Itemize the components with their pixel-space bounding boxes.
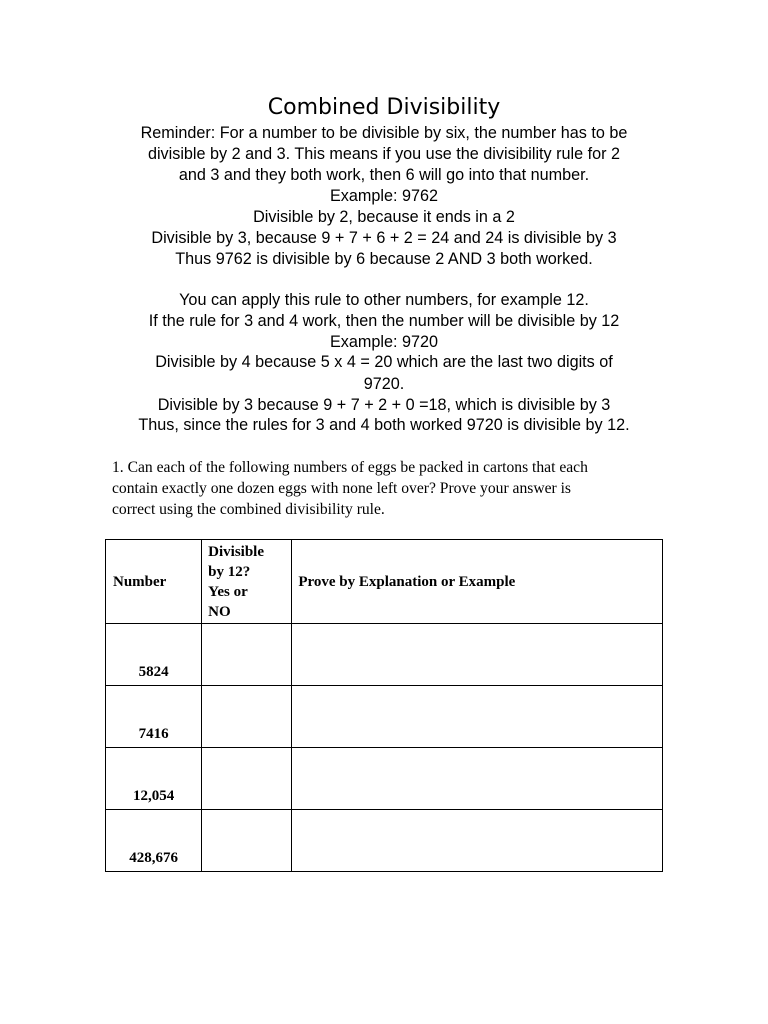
prove-answer-cell[interactable] [292,686,663,748]
intro-line: Example: 9762 [330,187,438,205]
header-divisible-line: NO [208,603,231,620]
divisible-answer-cell[interactable] [202,748,292,810]
intro-line: divisible by 2 and 3. This means if you use the divisibility rule for 2 [147,145,621,163]
header-number: Number [106,540,202,624]
divisible-answer-cell[interactable] [202,810,292,872]
intro-line: Divisible by 3 because 9 + 7 + 2 + 0 =18, which is divisible by 3 [157,396,611,414]
header-divisible-line: Divisible [208,543,265,560]
intro-line: If the rule for 3 and 4 work, then the number will be divisible by 12 [148,312,620,330]
number-cell: 7416 [106,686,202,748]
eggs-table [105,539,663,872]
table-row [106,624,663,686]
prove-answer-cell[interactable] [292,810,663,872]
header-divisible-line: by 12? [208,563,251,580]
intro-line: Example: 9720 [330,333,438,351]
question-line: contain exactly one dozen eggs with none left over? Prove your answer is [112,480,572,497]
question-text [112,457,672,520]
number-cell: 428,676 [106,810,202,872]
header-divisible-line: Yes or [208,583,248,600]
intro-line: Thus 9762 is divisible by 6 because 2 AND 3 both worked. [175,250,593,268]
intro-line: Divisible by 4 because 5 x 4 = 20 which are the last two digits of [155,353,613,371]
question-line: correct using the combined divisibility rule. [112,501,385,518]
number-cell: 5824 [106,624,202,686]
header-divisible [202,540,292,624]
intro-line: You can apply this rule to other numbers, for example 12. [179,291,589,309]
intro-line: Divisible by 3, because 9 + 7 + 6 + 2 = 24 and 24 is divisible by 3 [151,229,617,247]
table-row [106,686,663,748]
page-title: Combined Divisibility [267,95,501,120]
intro-line: and 3 and they both work, then 6 will go into that number. [178,166,590,184]
intro-line: Reminder: For a number to be divisible by six, the number has to be [140,124,628,142]
intro-line: Divisible by 2, because it ends in a 2 [253,208,515,226]
table-row [106,810,663,872]
prove-answer-cell[interactable] [292,748,663,810]
number-cell: 12,054 [106,748,202,810]
divisible-answer-cell[interactable] [202,624,292,686]
table-header-row [106,540,663,624]
intro-line: 9720. [363,375,405,393]
question-line: 1. Can each of the following numbers of eggs be packed in cartons that each [112,459,588,476]
divisible-answer-cell[interactable] [202,686,292,748]
header-prove: Prove by Explanation or Example [292,540,663,624]
intro-line: Thus, since the rules for 3 and 4 both worked 9720 is divisible by 12. [138,416,630,434]
table-row [106,748,663,810]
prove-answer-cell[interactable] [292,624,663,686]
